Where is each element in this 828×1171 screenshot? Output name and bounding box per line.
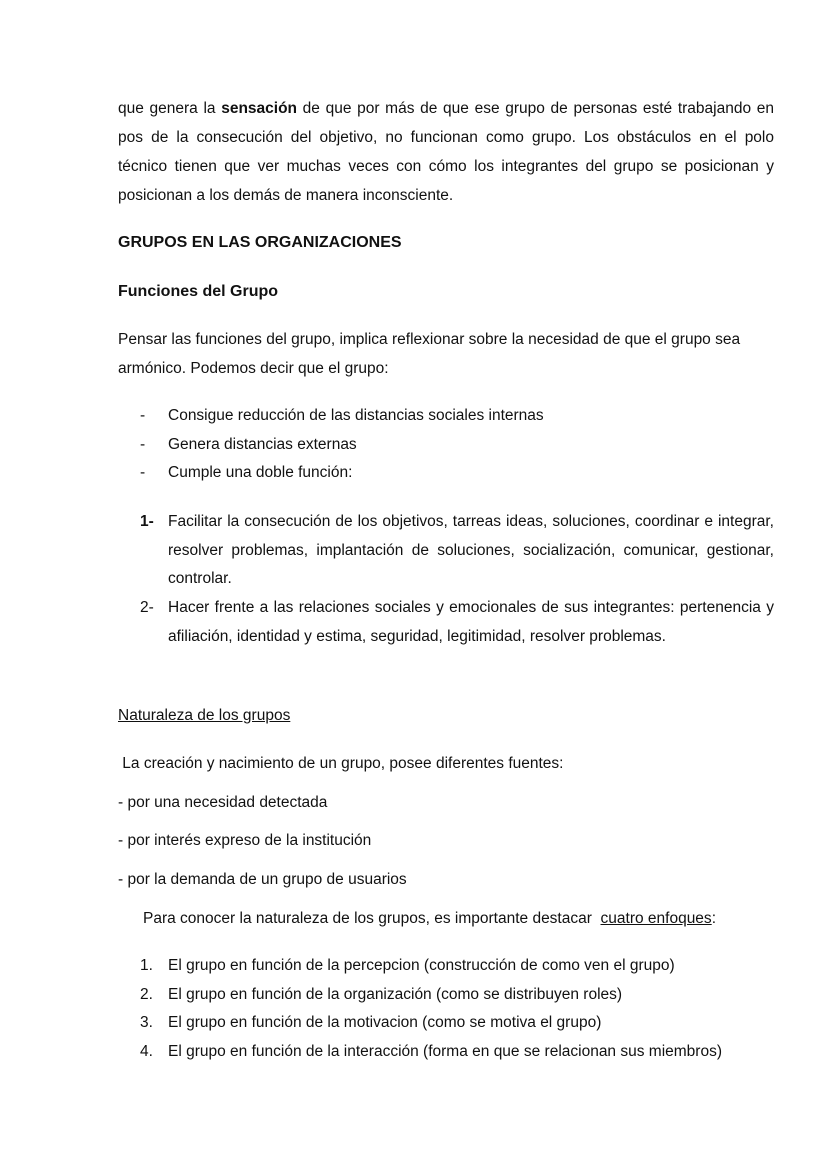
function-list [140,508,774,652]
list-marker: 3. [140,1014,153,1032]
source-item: - por la demanda de un grupo de usuarios [118,871,407,888]
approaches-intro-underlined: cuatro enfoques [600,910,712,927]
intro-text-start: que genera la [118,100,222,117]
source-item: - por una necesidad detectada [118,794,328,811]
intro-bold-term: sensación [221,100,298,117]
intro-paragraph [118,94,774,210]
list-item [140,594,774,651]
list-marker: - [140,435,146,453]
functions-intro-paragraph: Pensar las funciones del grupo, implica reflexionar sobre la necesidad de que el grupo sea armónico. Podemos decir que el grupo: [118,331,741,377]
list-marker: 2- [140,599,154,617]
list-marker: - [140,464,146,482]
list-item [140,402,774,431]
approaches-intro [143,904,774,933]
list-item-text: El grupo en función de la motivacion (como se motiva el grupo) [168,1014,602,1032]
list-marker: 1- [140,513,154,530]
list-item [140,508,774,594]
list-item-text: Cumple una doble función: [168,464,353,482]
section-title: GRUPOS EN LAS ORGANIZACIONES [118,234,402,251]
list-item-text: Genera distancias externas [168,435,357,453]
source-item: - por interés expreso de la institución [118,832,372,849]
intro-text-rest: de que por más de que ese grupo de personas esté trabajando en pos de la consecución del objetivo, no funcionan como grupo. Los obstáculos en el polo técnico tienen que ver muchas veces con cómo los integrantes del grupo se posicionan y posicionan a los demás de manera inconsciente. [118,100,775,204]
subsection-title: Funciones del Grupo [118,283,279,300]
list-item [140,952,774,981]
list-item [140,1038,774,1067]
list-item [140,459,774,488]
dash-list [140,402,774,488]
creation-intro: La creación y nacimiento de un grupo, posee diferentes fuentes: [118,755,564,772]
list-item-text: El grupo en función de la interacción (forma en que se relacionan sus miembros) [168,1043,722,1061]
list-item-text: Facilitar la consecución de los objetivos, tarreas ideas, soluciones, coordinar e integrar, resolver problemas, implantación de soluciones, socialización, comunicar, gestionar, controlar. [168,513,774,588]
nature-title: Naturaleza de los grupos [118,707,291,724]
approaches-intro-suffix: : [711,910,716,927]
list-item-text: Hacer frente a las relaciones sociales y emocionales de sus integrantes: pertenencia y afiliación, identidad y estima, seguridad, legitimidad, resolver problemas. [168,599,774,645]
list-item-text: El grupo en función de la percepcion (construcción de como ven el grupo) [168,957,675,974]
list-item [140,431,774,460]
list-item-text: Consigue reducción de las distancias sociales internas [168,407,544,424]
list-marker: 4. [140,1043,153,1061]
approaches-intro-text: Para conocer la naturaleza de los grupos, es importante destacar [143,910,601,927]
approaches-list [140,952,774,1067]
list-item [140,1009,774,1038]
list-marker: 2. [140,985,153,1003]
list-item-text: El grupo en función de la organización (como se distribuyen roles) [168,985,623,1003]
list-item [140,981,774,1010]
list-marker: 1. [140,957,153,974]
list-marker: - [140,407,146,424]
